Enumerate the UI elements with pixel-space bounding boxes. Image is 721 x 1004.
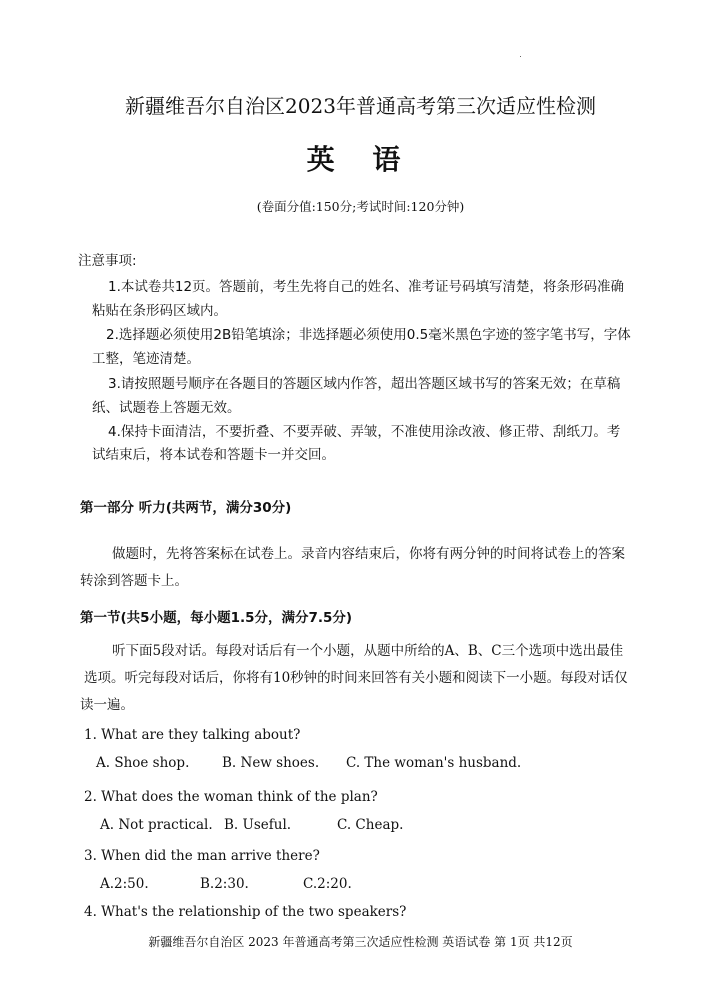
notice-line: 3.请按照题号顺序在各题目的答题区域内作答，超出答题区域书写的答案无效；在草稿 bbox=[108, 376, 621, 392]
notice-line: 工整，笔迹清楚。 bbox=[92, 351, 200, 367]
option: A. Not practical. bbox=[100, 817, 213, 833]
option: B. Useful. bbox=[224, 817, 292, 833]
notice-heading: 注意事项: bbox=[78, 253, 137, 269]
part1-heading: 第一部分 听力(共两节，满分30分) bbox=[80, 500, 292, 516]
section1-intro-line: 读一遍。 bbox=[80, 697, 134, 713]
exam-title: 新疆维吾尔自治区2023年普通高考第三次适应性检测 bbox=[125, 94, 596, 118]
question-2: 2. What does the woman think of the plan? bbox=[84, 789, 378, 805]
option: B. New shoes. bbox=[222, 755, 320, 771]
section1-intro-line: 选项。听完每段对话后，你将有10秒钟的时间来回答有关小题和阅读下一小题。每段对话仅 bbox=[84, 670, 628, 686]
subject-title: 英 语 bbox=[306, 143, 415, 176]
notice-line: 1.本试卷共12页。答题前，考生先将自己的姓名、准考证号码填写清楚，将条形码准确 bbox=[108, 279, 625, 295]
option: A.2:50. bbox=[100, 876, 149, 892]
option: B.2:30. bbox=[200, 876, 249, 892]
page-footer: 新疆维吾尔自治区 2023 年普通高考第三次适应性检测 英语试卷 第 1页 共12页 bbox=[148, 935, 573, 949]
option: C.2:20. bbox=[303, 876, 352, 892]
section1-heading: 第一节(共5小题，每小题1.5分，满分7.5分) bbox=[80, 610, 353, 626]
notice-line: 试结束后，将本试卷和答题卡一并交回。 bbox=[92, 447, 335, 463]
question-3: 3. When did the man arrive there? bbox=[84, 848, 320, 864]
section1-intro-line: 听下面5段对话。每段对话后有一个小题，从题中所给的A、B、C三个选项中选出最佳 bbox=[112, 643, 624, 659]
notice-line: 纸、试题卷上答题无效。 bbox=[92, 400, 241, 416]
question-1: 1. What are they talking about? bbox=[84, 727, 301, 743]
notice-line: 2.选择题必须使用2B铅笔填涂；非选择题必须使用0.5毫米黑色字迹的签字笔书写，字体 bbox=[106, 327, 631, 343]
page-speck bbox=[520, 56, 521, 57]
question-4: 4. What's the relationship of the two speakers? bbox=[84, 904, 407, 920]
notice-line: 4.保持卡面清洁，不要折叠、不要弄破、弄皱，不准使用涂改液、修正带、刮纸刀。考 bbox=[108, 424, 621, 440]
part1-intro-line: 转涂到答题卡上。 bbox=[80, 573, 188, 589]
exam-subtitle: (卷面分值:150分;考试时间:120分钟) bbox=[256, 199, 465, 214]
option: C. The woman's husband. bbox=[346, 755, 522, 771]
option: C. Cheap. bbox=[337, 817, 404, 833]
part1-intro-line: 做题时，先将答案标在试卷上。录音内容结束后，你将有两分钟的时间将试卷上的答案 bbox=[112, 546, 625, 562]
option: A. Shoe shop. bbox=[96, 755, 190, 771]
notice-line: 粘贴在条形码区域内。 bbox=[92, 303, 227, 319]
